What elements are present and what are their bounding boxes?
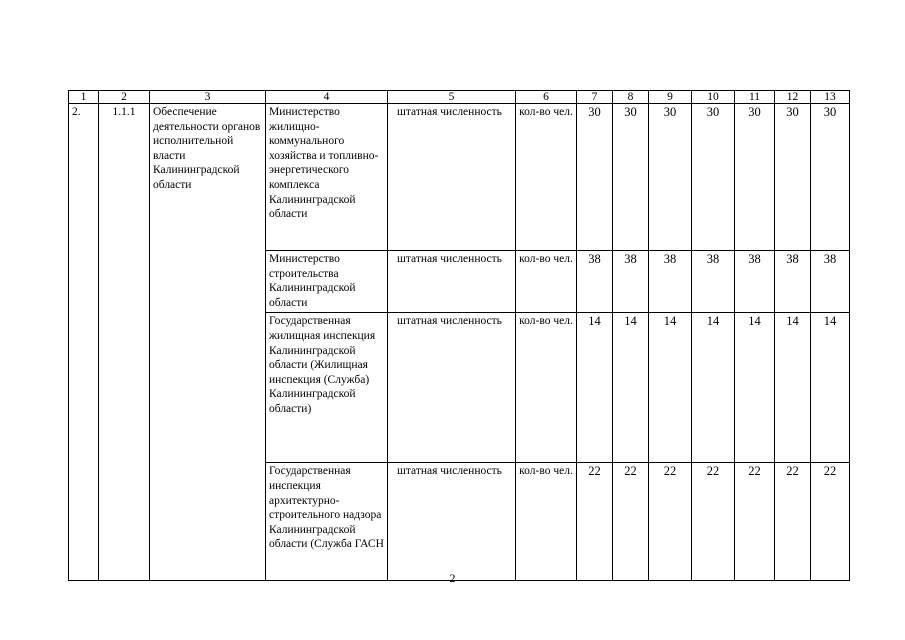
- value-cell: 30: [811, 104, 850, 251]
- value-cell: 22: [735, 463, 775, 581]
- header-cell: 9: [649, 91, 692, 104]
- value-cell: 22: [811, 463, 850, 581]
- value-cell: 14: [577, 313, 613, 463]
- header-cell: 4: [266, 91, 388, 104]
- value-cell: 14: [735, 313, 775, 463]
- value-cell: 22: [649, 463, 692, 581]
- header-cell: 12: [775, 91, 811, 104]
- value-cell: 30: [692, 104, 735, 251]
- value-cell: 30: [613, 104, 649, 251]
- header-cell: 8: [613, 91, 649, 104]
- value-cell: 14: [775, 313, 811, 463]
- value-cell: 38: [649, 251, 692, 313]
- value-cell: 38: [577, 251, 613, 313]
- unit-cell: кол-во чел.: [516, 104, 577, 251]
- unit-cell: кол-во чел.: [516, 463, 577, 581]
- header-cell: 11: [735, 91, 775, 104]
- value-cell: 30: [649, 104, 692, 251]
- indicator-cell: штатная численность: [388, 104, 516, 251]
- header-cell: 5: [388, 91, 516, 104]
- value-cell: 30: [775, 104, 811, 251]
- code-cell: 1.1.1: [99, 104, 150, 581]
- header-cell: 1: [69, 91, 99, 104]
- organization-cell: Государственная жилищная инспекция Калининградской области (Жилищная инспекция (Служба) Калининградской области): [266, 313, 388, 463]
- header-cell: 6: [516, 91, 577, 104]
- indicator-cell: штатная численность: [388, 463, 516, 581]
- value-cell: 22: [577, 463, 613, 581]
- header-cell: 13: [811, 91, 850, 104]
- value-cell: 14: [692, 313, 735, 463]
- value-cell: 38: [735, 251, 775, 313]
- value-cell: 38: [775, 251, 811, 313]
- indicator-cell: штатная численность: [388, 313, 516, 463]
- value-cell: 14: [613, 313, 649, 463]
- organization-cell: Министерство жилищно-коммунального хозяйства и топливно-энергетического комплекса Калининградской области: [266, 104, 388, 251]
- value-cell: 38: [613, 251, 649, 313]
- value-cell: 14: [649, 313, 692, 463]
- unit-cell: кол-во чел.: [516, 313, 577, 463]
- header-cell: 10: [692, 91, 735, 104]
- value-cell: 30: [577, 104, 613, 251]
- organization-cell: Государственная инспекция архитектурно-строительного надзора Калининградской области (Служба ГАСН: [266, 463, 388, 581]
- header-cell: 3: [150, 91, 266, 104]
- data-table: [68, 90, 850, 581]
- value-cell: 38: [692, 251, 735, 313]
- value-cell: 30: [735, 104, 775, 251]
- header-cell: 2: [99, 91, 150, 104]
- table-row: [69, 104, 850, 251]
- header-cell: 7: [577, 91, 613, 104]
- unit-cell: кол-во чел.: [516, 251, 577, 313]
- value-cell: 22: [613, 463, 649, 581]
- value-cell: 22: [775, 463, 811, 581]
- value-cell: 14: [811, 313, 850, 463]
- page-number: 2: [449, 571, 456, 585]
- row-number-cell: 2.: [69, 104, 99, 581]
- activity-cell: Обеспечение деятельности органов исполнительной власти Калининградской области: [150, 104, 266, 581]
- value-cell: 22: [692, 463, 735, 581]
- header-row: [69, 91, 850, 104]
- value-cell: 38: [811, 251, 850, 313]
- indicator-cell: штатная численность: [388, 251, 516, 313]
- organization-cell: Министерство строительства Калининградской области: [266, 251, 388, 313]
